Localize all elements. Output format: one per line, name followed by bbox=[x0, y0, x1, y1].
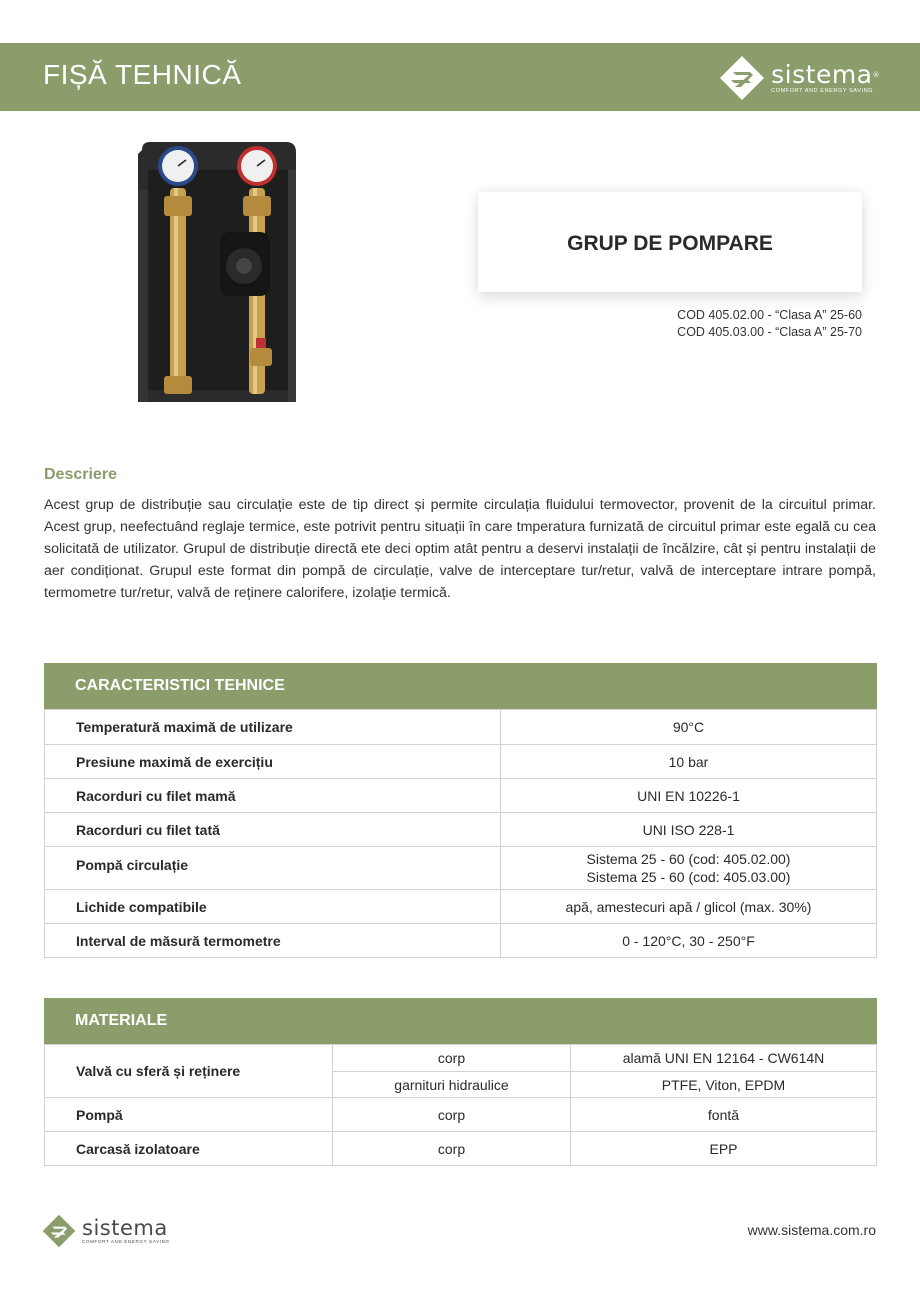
spec-value-line: Sistema 25 - 60 (cod: 405.03.00) bbox=[586, 869, 791, 885]
footer-logo bbox=[42, 1214, 170, 1248]
materials-section bbox=[44, 998, 877, 1166]
spec-value: 10 bar bbox=[501, 745, 877, 779]
material-label: Carcasă izolatoare bbox=[45, 1132, 333, 1166]
table-row bbox=[45, 1132, 877, 1166]
header-logo bbox=[719, 55, 880, 101]
material-value: EPP bbox=[571, 1132, 877, 1166]
material-part: garnituri hidraulice bbox=[333, 1072, 571, 1098]
description-text: Acest grup de distribuție sau circulație este de tip direct și permite circulația fluidului termovector, provenit de la circuitul primar. Acest grup, neefectuând reglaje termice, este potrivit pentru situații în care tmperatura furnizată de circuitul primar este egală cu cea solicitată de utilizator. Grupul de distribuție directă ete deci optim atât pentru a deservi instalații de încălzire, cât și pentru instalații de aer condiționat. Grupul este format din pompă de circulație, valve de interceptare tur/retur, valvă de interceptare intrare pompă, termometre tur/retur, valvă de reținere calorifere, izolație termică. bbox=[44, 497, 876, 601]
table-row bbox=[45, 813, 877, 847]
spec-label: Lichide compatibile bbox=[45, 890, 501, 924]
spec-label: Temperatură maximă de utilizare bbox=[45, 710, 501, 745]
website-link[interactable]: www.sistema.com.ro bbox=[747, 1222, 876, 1238]
spec-value bbox=[501, 847, 877, 890]
pump-group-photo bbox=[134, 140, 302, 408]
footer-logo-wordmark: sistema bbox=[82, 1216, 168, 1240]
spec-value: 90°C bbox=[501, 710, 877, 745]
specs-heading: CARACTERISTICI TEHNICE bbox=[44, 663, 877, 709]
registered-mark: ® bbox=[872, 70, 880, 79]
material-value: fontă bbox=[571, 1098, 877, 1132]
sistema-logo-icon bbox=[719, 55, 765, 101]
spec-label: Interval de măsură termometre bbox=[45, 924, 501, 958]
spec-label: Pompă circulație bbox=[45, 847, 501, 890]
product-title-card bbox=[478, 192, 862, 292]
logo-tagline: COMFORT AND ENERGY SAVING bbox=[771, 87, 874, 94]
spec-value-line: Sistema 25 - 60 (cod: 405.02.00) bbox=[586, 851, 791, 867]
specs-section bbox=[44, 663, 877, 958]
materials-heading: MATERIALE bbox=[44, 998, 877, 1044]
material-part: corp bbox=[333, 1098, 571, 1132]
spec-value: UNI ISO 228-1 bbox=[501, 813, 877, 847]
logo-wordmark: sistema bbox=[771, 59, 873, 89]
description-heading: Descriere bbox=[44, 466, 117, 483]
product-code: COD 405.03.00 - “Clasa A” 25-70 bbox=[677, 325, 862, 339]
table-row bbox=[45, 710, 877, 745]
spec-label: Racorduri cu filet mamă bbox=[45, 779, 501, 813]
footer-logo-tagline: COMFORT AND ENERGY SAVING bbox=[82, 1239, 170, 1244]
table-row bbox=[45, 1045, 877, 1072]
material-part: corp bbox=[333, 1045, 571, 1072]
sistema-logo-icon bbox=[42, 1214, 76, 1248]
header-bar bbox=[0, 43, 920, 111]
product-title: GRUP DE POMPARE bbox=[567, 232, 773, 255]
page-title: FIȘĂ TEHNICĂ bbox=[43, 59, 242, 90]
table-row bbox=[45, 745, 877, 779]
spec-value: apă, amestecuri apă / glicol (max. 30%) bbox=[501, 890, 877, 924]
spec-label: Racorduri cu filet tată bbox=[45, 813, 501, 847]
table-row bbox=[45, 924, 877, 958]
material-label: Pompă bbox=[45, 1098, 333, 1132]
material-value: PTFE, Viton, EPDM bbox=[571, 1072, 877, 1098]
materials-table bbox=[44, 1044, 877, 1166]
material-label: Valvă cu sferă și reținere bbox=[45, 1045, 333, 1098]
table-row bbox=[45, 1098, 877, 1132]
material-part: corp bbox=[333, 1132, 571, 1166]
table-row bbox=[45, 890, 877, 924]
table-row bbox=[45, 847, 877, 890]
spec-value: 0 - 120°C, 30 - 250°F bbox=[501, 924, 877, 958]
spec-label: Presiune maximă de exercițiu bbox=[45, 745, 501, 779]
spec-value: UNI EN 10226-1 bbox=[501, 779, 877, 813]
table-row bbox=[45, 779, 877, 813]
specs-table bbox=[44, 709, 877, 958]
material-value: alamă UNI EN 12164 - CW614N bbox=[571, 1045, 877, 1072]
product-codes bbox=[677, 307, 862, 341]
product-code: COD 405.02.00 - “Clasa A” 25-60 bbox=[677, 308, 862, 322]
